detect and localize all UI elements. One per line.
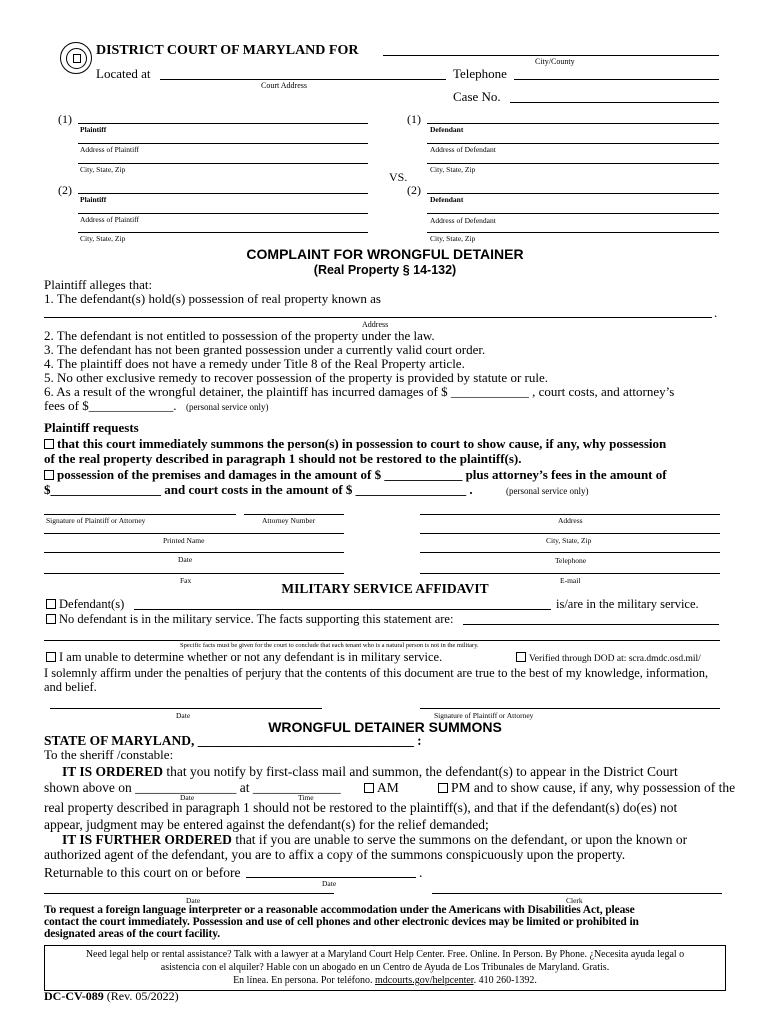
email-field[interactable] [420, 573, 720, 574]
unable-option[interactable]: I am unable to determine whether or not any defendant is in military service. [46, 650, 442, 665]
defendant-2-city-caption: City, State, Zip [430, 234, 476, 243]
verified-option[interactable]: Verified through DOD at: scra.dmdc.osd.mil/ [516, 652, 701, 664]
military-title: MILITARY SERVICE AFFIDAVIT [281, 581, 489, 596]
summons-final-date-caption: Date [186, 896, 201, 905]
signature-caption: Signature of Plaintiff or Attorney [46, 516, 146, 525]
defendant-2-number: (2) [407, 183, 421, 197]
defendant-1-caption: Defendant [430, 125, 464, 134]
fax-caption: Fax [180, 576, 192, 585]
printed-name-field[interactable] [44, 533, 344, 534]
defendant-2-address-caption: Address of Defendant [430, 216, 496, 225]
case-no-field[interactable] [510, 102, 719, 103]
telephone-caption: Telephone [555, 556, 587, 565]
returnable-period: . [419, 865, 423, 880]
date-field[interactable] [44, 552, 344, 553]
plaintiff-1-city-field[interactable] [78, 163, 368, 164]
attorney-number-field[interactable] [244, 514, 344, 515]
complaint-item-3: 3. The defendant has not been granted possession under a currently valid court order. [44, 342, 486, 357]
defendant-1-number: (1) [407, 112, 421, 126]
summons-title: WRONGFUL DETAINER SUMMONS [268, 719, 502, 735]
no-defendant-option[interactable]: No defendant is in the military service. The facts supporting this statement are: [46, 612, 453, 627]
summons-date-field[interactable] [44, 893, 334, 894]
email-caption: E-mail [560, 576, 581, 585]
alleges-label: Plaintiff alleges that: [44, 277, 153, 292]
defendant-2-field[interactable] [427, 193, 719, 194]
address-field[interactable] [420, 514, 720, 515]
defendant-2-city-field[interactable] [427, 232, 719, 233]
defendant-1-city-caption: City, State, Zip [430, 165, 476, 174]
summons-time-caption: Time [298, 793, 314, 802]
complaint-item-6-fees: fees of $_____________. [44, 398, 177, 413]
military-is-are: is/are in the military service. [556, 597, 699, 611]
request-possession-option[interactable]: possession of the premises and damages in the amount of $ ____________ plus attorney’s fees in the amount of [44, 467, 667, 483]
plaintiff-2-city-field[interactable] [78, 232, 368, 233]
unable-checkbox[interactable] [46, 652, 56, 662]
military-defendants-option[interactable]: Defendant(s) [46, 597, 124, 612]
shown-above-line: shown above on _______________ at _____________ [44, 780, 341, 795]
request-summons-option[interactable]: that this court immediately summons the person(s) in possession to court to show cause, if any, why possession [44, 436, 666, 452]
summons-date-caption: Date [180, 793, 195, 802]
pm-option[interactable]: PM and to show cause, if any, why possession of the [438, 780, 735, 796]
telephone-label: Telephone [453, 66, 507, 81]
plaintiff-1-address-field[interactable] [78, 143, 368, 144]
signature-field[interactable] [44, 514, 236, 515]
help-line-2: asistencia con el alquiler? Hable con un abogado en un Centro de Ayuda de Los Tribunales de Maryland. Gratis. [160, 962, 610, 973]
state-of-maryland: STATE OF MARYLAND, ________________________________ : [44, 733, 422, 748]
notice-line-2: contact the court immediately. Possession and use of cell phones and other electronic devices may be limited or prohibited in [44, 916, 639, 928]
help-center-link[interactable]: mdcourts.gov/helpcenter [374, 975, 474, 986]
specific-facts-caption: Specific facts must be given for the court to conclude that each tenant who is a natural person is not in the military. [180, 642, 479, 649]
defendant-2-caption: Defendant [430, 195, 464, 204]
complaint-item-6: 6. As a result of the wrongful detainer, the plaintiff has incurred damages of $ ____________ , court costs, and attorney’s [44, 384, 675, 399]
clerk-signature-field[interactable] [432, 893, 722, 894]
military-signature-caption: Signature of Plaintiff or Attorney [434, 711, 534, 720]
plaintiff-1-address-caption: Address of Plaintiff [80, 145, 140, 154]
property-address-caption: Address [362, 320, 389, 329]
court-address-field[interactable] [160, 79, 446, 80]
pm-checkbox[interactable] [438, 783, 448, 793]
plaintiff-1-number: (1) [58, 112, 72, 126]
request-possession-line2: $_________________ and court costs in the amount of $ _________________ . [44, 482, 473, 497]
plaintiff-1-field[interactable] [78, 123, 368, 124]
authorized-line: authorized agent of the defendant, you are to affix a copy of the summons conspicuously upon the property. [44, 847, 626, 862]
facts-field-2[interactable] [44, 640, 720, 641]
complaint-item-2: 2. The defendant is not entitled to possession of the property under the law. [44, 328, 435, 343]
defendant-1-address-caption: Address of Defendant [430, 145, 496, 154]
requests-heading: Plaintiff requests [44, 420, 139, 435]
attorney-number-caption: Attorney Number [262, 516, 316, 525]
plaintiff-1-caption: Plaintiff [80, 125, 107, 134]
am-option[interactable]: AM [364, 780, 399, 796]
further-ordered-line: IT IS FURTHER ORDERED that if you are unable to serve the summons on the defendant, or upon the known or [62, 832, 688, 847]
printed-name-caption: Printed Name [163, 536, 205, 545]
plaintiff-2-address-field[interactable] [78, 213, 368, 214]
military-signature-field[interactable] [420, 708, 720, 709]
no-defendant-checkbox[interactable] [46, 614, 56, 624]
city-county-caption: City/County [535, 57, 575, 66]
personal-service-note-1: (personal service only) [186, 402, 269, 412]
plaintiff-2-caption: Plaintiff [80, 195, 107, 204]
fax-field[interactable] [44, 573, 344, 574]
city-county-field[interactable] [383, 55, 719, 56]
period-mark: . [714, 305, 718, 320]
telephone-field-sig[interactable] [420, 552, 720, 553]
affirm-line-1: I solemnly affirm under the penalties of perjury that the contents of this document are true to the best of my knowledge, information, [44, 666, 709, 680]
military-defendants-checkbox[interactable] [46, 599, 56, 609]
court-address-caption: Court Address [261, 81, 307, 90]
form-footer: DC-CV-089 (Rev. 05/2022) [44, 989, 179, 1003]
located-at-label: Located at [96, 66, 151, 81]
real-property-line: real property described in paragraph 1 should not be restored to the plaintiff(s), and that if the defendant(s) do(es) not [44, 800, 678, 815]
date-caption: Date [178, 555, 193, 564]
facts-field[interactable] [463, 624, 719, 625]
defendant-1-address-field[interactable] [427, 143, 719, 144]
plaintiff-1-city-caption: City, State, Zip [80, 165, 126, 174]
notice-line-1: To request a foreign language interpreter or a reasonable accommodation under the Americans with Disabilities Act, please [44, 904, 635, 916]
complaint-item-5: 5. No other exclusive remedy to recover possession of the property is provided by statute or rule. [44, 370, 548, 385]
verified-checkbox[interactable] [516, 652, 526, 662]
request-summons-line2: of the real property described in paragraph 1 should not be restored to the plaintiff(s). [44, 451, 522, 466]
legal-help-box [44, 945, 726, 991]
vs-label: VS. [389, 170, 408, 184]
plaintiff-2-field[interactable] [78, 193, 368, 194]
case-no-label: Case No. [453, 89, 501, 104]
am-checkbox[interactable] [364, 783, 374, 793]
returnable-label: Returnable to this court on or before [44, 865, 241, 880]
court-title: DISTRICT COURT OF MARYLAND FOR [96, 43, 359, 58]
military-defendants-field[interactable] [134, 609, 551, 610]
maryland-seal-icon [60, 42, 92, 74]
to-sheriff: To the sheriff /constable: [44, 747, 174, 762]
appear-line: appear, judgment may be entered against the defendant(s) for the relief demanded; [44, 817, 489, 832]
clerk-caption: Clerk [566, 896, 583, 905]
returnable-date-caption: Date [322, 879, 337, 888]
help-line-3: En línea. En persona. Por teléfono. mdcourts.gov/helpcenter. 410 260-1392. [233, 975, 537, 986]
request-possession-checkbox[interactable] [44, 470, 54, 480]
military-date-field[interactable] [50, 708, 322, 709]
plaintiff-2-address-caption: Address of Plaintiff [80, 215, 140, 224]
complaint-item-4: 4. The plaintiff does not have a remedy under Title 8 of the Real Property article. [44, 356, 465, 371]
defendant-1-field[interactable] [427, 123, 719, 124]
complaint-title: COMPLAINT FOR WRONGFUL DETAINER [246, 246, 524, 262]
notice-line-3: designated areas of the court facility. [44, 928, 221, 940]
property-address-field[interactable] [44, 317, 712, 318]
personal-service-note-2: (personal service only) [506, 486, 589, 496]
defendant-2-address-field[interactable] [427, 213, 719, 214]
affirm-line-2: and belief. [44, 680, 97, 694]
request-summons-checkbox[interactable] [44, 439, 54, 449]
plaintiff-2-city-caption: City, State, Zip [80, 234, 126, 243]
address-caption: Address [558, 516, 583, 525]
complaint-item-1: 1. The defendant(s) hold(s) possession of real property known as [44, 291, 381, 306]
plaintiff-2-number: (2) [58, 183, 72, 197]
defendant-1-city-field[interactable] [427, 163, 719, 164]
complaint-subtitle: (Real Property § 14-132) [313, 263, 457, 277]
help-line-1: Need legal help or rental assistance? Talk with a lawyer at a Maryland Court Help Center. Free. Online. In Person. By Phone. ¿Necesita ayuda legal o [85, 949, 685, 960]
military-date-caption: Date [176, 711, 191, 720]
returnable-date-field[interactable] [246, 877, 416, 878]
city-state-zip-caption: City, State, Zip [546, 536, 592, 545]
city-state-zip-field[interactable] [420, 533, 720, 534]
ordered-line: IT IS ORDERED that you notify by first-class mail and summon, the defendant(s) to appear in the District Court [62, 764, 678, 779]
telephone-field[interactable] [514, 79, 719, 80]
